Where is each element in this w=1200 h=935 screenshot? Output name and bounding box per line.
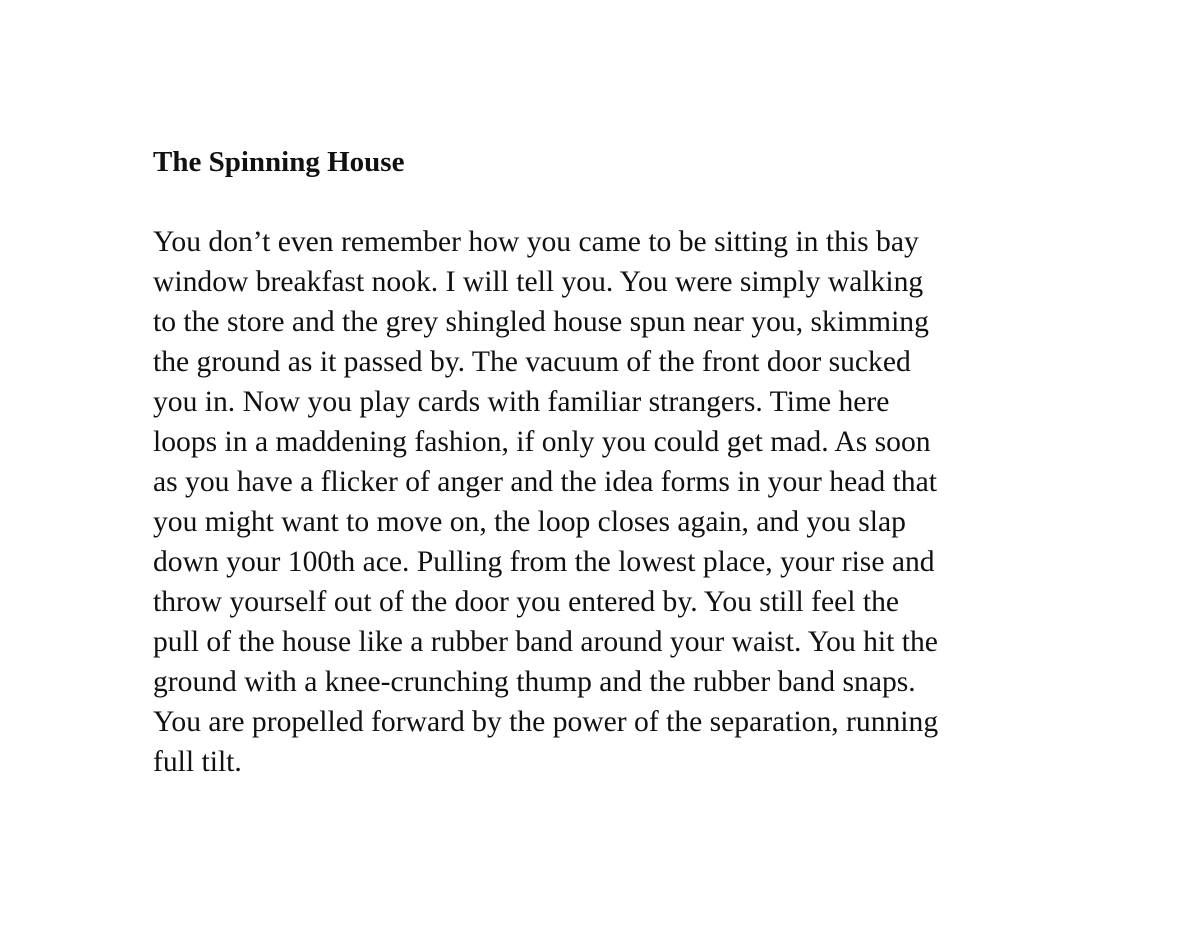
paragraph-line: throw yourself out of the door you entered by. You still feel the <box>153 586 900 618</box>
paragraph-line: full tilt. <box>153 746 242 778</box>
paragraph-line: loops in a maddening fashion, if only you could get mad. As soon <box>153 426 931 458</box>
paragraph-line: as you have a flicker of anger and the idea forms in your head that <box>153 466 937 498</box>
body-paragraph <box>153 222 1053 782</box>
document-content <box>153 142 1053 782</box>
paragraph-line: to the store and the grey shingled house spun near you, skimming <box>153 306 929 338</box>
document-title: The Spinning House <box>153 146 405 178</box>
paragraph-line: You don’t even remember how you came to be sitting in this bay <box>153 226 919 258</box>
paragraph-line: window breakfast nook. I will tell you. You were simply walking <box>153 266 924 298</box>
paragraph-line: you in. Now you play cards with familiar strangers. Time here <box>153 386 890 418</box>
paragraph-line: ground with a knee-crunching thump and the rubber band snaps. <box>153 666 916 698</box>
paragraph-line: you might want to move on, the loop closes again, and you slap <box>153 506 906 538</box>
paragraph-line: pull of the house like a rubber band around your waist. You hit the <box>153 626 938 658</box>
paragraph-line: down your 100th ace. Pulling from the lowest place, your rise and <box>153 546 935 578</box>
paragraph-line: the ground as it passed by. The vacuum of the front door sucked <box>153 346 911 378</box>
paragraph-line: You are propelled forward by the power of the separation, running <box>153 706 939 738</box>
